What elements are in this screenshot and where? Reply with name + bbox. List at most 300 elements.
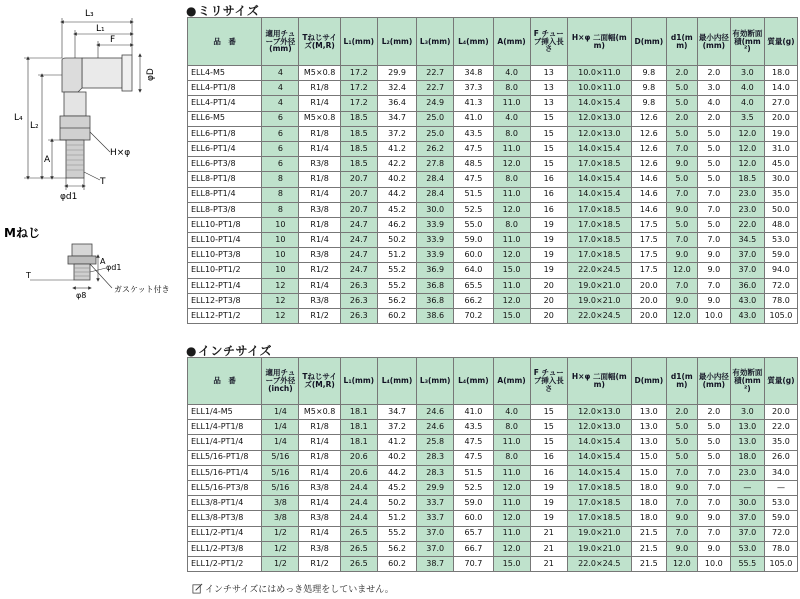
table-cell: 34.8 — [454, 66, 493, 81]
table-cell: 45.0 — [764, 157, 797, 172]
table-row — [188, 405, 798, 420]
table-cell: 16 — [530, 187, 567, 202]
table-cell: 37.2 — [377, 126, 416, 141]
table-row — [188, 480, 798, 495]
table-cell: 19 — [530, 263, 567, 278]
table-cell: 15 — [530, 141, 567, 156]
table-cell: 12.0×13.0 — [567, 126, 631, 141]
table-cell: 7.0 — [666, 278, 697, 293]
table-cell: 18.0 — [631, 480, 666, 495]
table-cell: R1/4 — [299, 141, 340, 156]
table-cell: 33.9 — [417, 233, 454, 248]
table-cell: — — [730, 480, 764, 495]
table-cell: 19 — [530, 480, 567, 495]
part-number-cell: ELL8-PT1/8 — [188, 172, 262, 187]
table-cell: 3.0 — [730, 405, 764, 420]
table-cell: 19 — [530, 217, 567, 232]
table-cell: 5.0 — [697, 435, 730, 450]
table-cell: 5.0 — [697, 420, 730, 435]
table-cell: 55.0 — [454, 217, 493, 232]
table-cell: 14.0×15.4 — [567, 187, 631, 202]
table-cell: 41.2 — [377, 141, 416, 156]
table-cell: 56.2 — [377, 541, 416, 556]
column-header: D(mm) — [631, 18, 666, 66]
table-cell: 30.0 — [417, 202, 454, 217]
table-cell: 12.0 — [666, 556, 697, 571]
table-cell: 26.3 — [340, 309, 377, 324]
table-cell: 17.2 — [340, 96, 377, 111]
table-cell: 19 — [530, 511, 567, 526]
table-cell: R1/4 — [299, 187, 340, 202]
table-row — [188, 556, 798, 571]
table-cell: 4.0 — [730, 96, 764, 111]
column-header: L₁(mm) — [340, 358, 377, 405]
table-cell: 5.0 — [666, 96, 697, 111]
table-cell: 45.2 — [377, 202, 416, 217]
table-cell: 37.0 — [417, 526, 454, 541]
table-cell: 34.5 — [730, 233, 764, 248]
table-cell: 50.2 — [377, 233, 416, 248]
table-cell: 9.0 — [697, 263, 730, 278]
table-cell: 37.2 — [377, 420, 416, 435]
m-a-label: A — [100, 257, 106, 266]
table-cell: R3/8 — [299, 511, 340, 526]
part-number-cell: ELL1/2-PT1/2 — [188, 556, 262, 571]
table-cell: 59.0 — [454, 496, 493, 511]
table-cell: 41.0 — [454, 111, 493, 126]
table-cell: 53.0 — [730, 541, 764, 556]
table-cell: 14.0×15.4 — [567, 141, 631, 156]
table-cell: 13.0 — [730, 420, 764, 435]
part-number-cell: ELL4-PT1/8 — [188, 81, 262, 96]
table-cell: 19.0 — [764, 126, 797, 141]
table-cell: 5.0 — [666, 81, 697, 96]
table-cell: 15 — [530, 126, 567, 141]
table-cell: 59.0 — [764, 248, 797, 263]
table-cell: 60.0 — [454, 511, 493, 526]
table-cell: 12.0 — [493, 248, 530, 263]
table-cell: 14.6 — [631, 187, 666, 202]
table-cell: 20.6 — [340, 450, 377, 465]
table-cell: 17.5 — [631, 263, 666, 278]
table-cell: 5.0 — [697, 126, 730, 141]
table-cell: 9.0 — [697, 293, 730, 308]
table-cell: 72.0 — [764, 278, 797, 293]
table-cell: 7.0 — [697, 480, 730, 495]
table-row — [188, 96, 798, 111]
table-cell: R3/8 — [299, 202, 340, 217]
table-cell: R3/8 — [299, 480, 340, 495]
table-row — [188, 202, 798, 217]
table-row — [188, 526, 798, 541]
table-cell: 10.0×11.0 — [567, 66, 631, 81]
table-cell: 24.7 — [340, 248, 377, 263]
table-cell: 25.0 — [417, 126, 454, 141]
table-cell: 65.5 — [454, 278, 493, 293]
table-cell: 14.6 — [631, 172, 666, 187]
table-cell: 10 — [262, 248, 299, 263]
table-cell: 9.8 — [631, 81, 666, 96]
table-cell: 17.5 — [631, 217, 666, 232]
table-cell: 27.0 — [764, 96, 797, 111]
part-number-cell: ELL6-PT1/8 — [188, 126, 262, 141]
table-cell: 21.5 — [631, 526, 666, 541]
inch-size-table — [187, 357, 798, 572]
table-cell: 19 — [530, 233, 567, 248]
table-cell: 41.2 — [377, 435, 416, 450]
table-cell: 9.0 — [697, 541, 730, 556]
table-cell: 20.0 — [764, 111, 797, 126]
table-cell: 4.0 — [730, 81, 764, 96]
note-pencil-icon — [192, 583, 203, 594]
table-cell: 14.0×15.4 — [567, 465, 631, 480]
table-cell: 6 — [262, 126, 299, 141]
table-cell: 9.0 — [697, 248, 730, 263]
table-cell: 15.0 — [493, 309, 530, 324]
table-cell: 16 — [530, 465, 567, 480]
part-number-cell: ELL6-PT1/4 — [188, 141, 262, 156]
table-cell: 28.3 — [417, 450, 454, 465]
table-cell: 50.0 — [764, 202, 797, 217]
part-number-cell: ELL10-PT1/8 — [188, 217, 262, 232]
table-row — [188, 541, 798, 556]
table-cell: 18.1 — [340, 435, 377, 450]
table-cell: 12 — [262, 278, 299, 293]
table-cell: 13.0 — [631, 420, 666, 435]
table-cell: 9.0 — [666, 541, 697, 556]
inch-table-body — [188, 405, 798, 572]
column-header: A(mm) — [493, 18, 530, 66]
table-cell: 5.0 — [697, 217, 730, 232]
table-cell: 10 — [262, 217, 299, 232]
table-cell: 18.1 — [340, 405, 377, 420]
table-cell: 4 — [262, 81, 299, 96]
table-cell: 20.7 — [340, 202, 377, 217]
table-cell: 24.7 — [340, 263, 377, 278]
table-cell: R3/8 — [299, 157, 340, 172]
table-cell: R1/4 — [299, 278, 340, 293]
table-row — [188, 263, 798, 278]
table-cell: 18.5 — [340, 126, 377, 141]
part-number-cell: ELL1/4-PT1/4 — [188, 435, 262, 450]
table-cell: 26.3 — [340, 293, 377, 308]
table-cell: 26.5 — [340, 541, 377, 556]
table-cell: 8.0 — [493, 172, 530, 187]
table-cell: 15 — [530, 157, 567, 172]
table-cell: R1/8 — [299, 217, 340, 232]
part-number-cell: ELL4-M5 — [188, 66, 262, 81]
table-cell: 19 — [530, 496, 567, 511]
table-cell: 6 — [262, 141, 299, 156]
table-cell: 17.5 — [631, 233, 666, 248]
m-phi-d1-label: φd1 — [106, 263, 122, 272]
column-header: 有効断面積(mm²) — [730, 358, 764, 405]
table-cell: 21.5 — [631, 541, 666, 556]
table-cell: 10.0 — [697, 556, 730, 571]
table-cell: 20 — [530, 309, 567, 324]
table-cell: 59.0 — [764, 511, 797, 526]
table-cell: 20.0 — [764, 405, 797, 420]
table-cell: 5.0 — [666, 126, 697, 141]
table-cell: 12.0×13.0 — [567, 420, 631, 435]
table-cell: 7.0 — [697, 278, 730, 293]
table-cell: 35.0 — [764, 435, 797, 450]
table-cell: 8 — [262, 202, 299, 217]
table-cell: 78.0 — [764, 293, 797, 308]
table-cell: 15.0 — [493, 556, 530, 571]
table-cell: 17.0×18.5 — [567, 157, 631, 172]
table-cell: 22.0 — [764, 420, 797, 435]
dim-h-phi-label: H×φ — [110, 148, 131, 158]
table-cell: 12.0 — [730, 157, 764, 172]
table-cell: 21 — [530, 526, 567, 541]
m-t-label: T — [26, 271, 31, 280]
table-cell: 12.0 — [493, 480, 530, 495]
table-cell: 50.2 — [377, 496, 416, 511]
table-cell: 14.0×15.4 — [567, 450, 631, 465]
table-cell: 11.0 — [493, 96, 530, 111]
table-cell: 19.0×21.0 — [567, 278, 631, 293]
table-cell: 19.0×21.0 — [567, 541, 631, 556]
part-number-cell: ELL12-PT1/4 — [188, 278, 262, 293]
column-header: d1(mm) — [666, 358, 697, 405]
table-cell: 2.0 — [666, 405, 697, 420]
table-cell: 13 — [530, 81, 567, 96]
table-cell: 20.7 — [340, 172, 377, 187]
table-cell: 1/2 — [262, 556, 299, 571]
milli-table-header — [188, 18, 798, 66]
table-cell: 2.0 — [697, 405, 730, 420]
column-header: 有効断面積(mm²) — [730, 18, 764, 66]
table-cell: 12.0 — [493, 511, 530, 526]
inch-size-title-text: インチサイズ — [197, 344, 273, 358]
bullet-icon: ● — [186, 4, 197, 18]
table-cell: 20 — [530, 293, 567, 308]
fitting-dimension-diagram — [0, 0, 190, 330]
table-cell: 64.0 — [454, 263, 493, 278]
table-cell: 14.0×15.4 — [567, 96, 631, 111]
table-cell: 22.0 — [730, 217, 764, 232]
table-cell: 29.9 — [417, 480, 454, 495]
table-cell: 11.0 — [493, 233, 530, 248]
table-cell: 26.0 — [764, 450, 797, 465]
table-cell: 5/16 — [262, 450, 299, 465]
table-cell: 14.6 — [631, 202, 666, 217]
table-cell: 7.0 — [666, 187, 697, 202]
table-cell: R1/2 — [299, 556, 340, 571]
table-cell: 37.0 — [417, 541, 454, 556]
table-cell: 8.0 — [493, 450, 530, 465]
table-cell: 37.0 — [730, 526, 764, 541]
part-number-cell: ELL1/2-PT3/8 — [188, 541, 262, 556]
table-cell: 11.0 — [493, 465, 530, 480]
table-cell: R1/4 — [299, 96, 340, 111]
table-cell: 47.5 — [454, 450, 493, 465]
table-cell: R1/8 — [299, 450, 340, 465]
plating-note — [192, 582, 394, 595]
table-cell: 5.0 — [697, 157, 730, 172]
table-cell: 7.0 — [697, 187, 730, 202]
table-cell: 18.0 — [631, 511, 666, 526]
table-cell: 8.0 — [493, 217, 530, 232]
table-cell: 5.0 — [666, 172, 697, 187]
table-cell: 26.5 — [340, 526, 377, 541]
table-cell: 5.0 — [666, 435, 697, 450]
dim-l2-label: L₂ — [30, 121, 39, 131]
table-cell: 3/8 — [262, 511, 299, 526]
table-cell: 36.9 — [417, 263, 454, 278]
table-cell: 17.2 — [340, 66, 377, 81]
table-cell: 18.0 — [631, 496, 666, 511]
table-cell: 37.3 — [454, 81, 493, 96]
table-cell: 33.7 — [417, 511, 454, 526]
dim-a-label: A — [44, 155, 51, 165]
table-cell: 35.0 — [764, 187, 797, 202]
table-cell: 27.8 — [417, 157, 454, 172]
milli-size-table — [187, 17, 798, 324]
table-row — [188, 420, 798, 435]
table-cell: 15.0 — [631, 450, 666, 465]
table-cell: 7.0 — [666, 465, 697, 480]
table-cell: 36.4 — [377, 96, 416, 111]
table-cell: 43.5 — [454, 126, 493, 141]
table-cell: 33.7 — [417, 496, 454, 511]
table-cell: 21.5 — [631, 556, 666, 571]
column-header: L₄(mm) — [454, 358, 493, 405]
table-cell: 34.7 — [377, 405, 416, 420]
table-cell: 52.5 — [454, 202, 493, 217]
table-row — [188, 233, 798, 248]
dim-f-label: F — [110, 35, 116, 45]
part-number-cell: ELL4-PT1/4 — [188, 96, 262, 111]
table-cell: 37.0 — [730, 511, 764, 526]
table-cell: 22.0×24.5 — [567, 309, 631, 324]
table-cell: 12.6 — [631, 157, 666, 172]
table-cell: 9.8 — [631, 96, 666, 111]
table-cell: 13 — [530, 66, 567, 81]
table-cell: 20.0 — [631, 309, 666, 324]
table-row — [188, 81, 798, 96]
table-cell: 18.0 — [764, 66, 797, 81]
table-cell: 55.2 — [377, 278, 416, 293]
part-number-cell: ELL10-PT1/4 — [188, 233, 262, 248]
table-row — [188, 435, 798, 450]
column-header: 質量(g) — [764, 358, 797, 405]
table-cell: 20.7 — [340, 187, 377, 202]
table-cell: 4.0 — [493, 111, 530, 126]
table-cell: 12 — [262, 293, 299, 308]
table-cell: 5/16 — [262, 480, 299, 495]
table-cell: 6 — [262, 111, 299, 126]
table-cell: 30.0 — [730, 496, 764, 511]
table-cell: 9.0 — [666, 157, 697, 172]
table-cell: 38.6 — [417, 309, 454, 324]
table-cell: 37.0 — [730, 248, 764, 263]
table-cell: R1/8 — [299, 126, 340, 141]
table-cell: 33.9 — [417, 248, 454, 263]
table-cell: 66.2 — [454, 293, 493, 308]
table-cell: 105.0 — [764, 309, 797, 324]
column-header: 適用チューブ外径(inch) — [262, 358, 299, 405]
table-cell: 9.8 — [631, 66, 666, 81]
table-cell: 21 — [530, 541, 567, 556]
table-cell: 17.0×18.5 — [567, 248, 631, 263]
part-number-cell: ELL10-PT1/2 — [188, 263, 262, 278]
table-cell: 36.0 — [730, 278, 764, 293]
table-cell: 5.0 — [697, 141, 730, 156]
table-cell: 18.1 — [340, 420, 377, 435]
table-cell: 10 — [262, 233, 299, 248]
table-row — [188, 126, 798, 141]
table-cell: 94.0 — [764, 263, 797, 278]
bullet-icon: ● — [186, 344, 197, 358]
dim-t-label: T — [100, 177, 106, 187]
table-cell: 1/4 — [262, 435, 299, 450]
table-cell: 12.6 — [631, 126, 666, 141]
table-cell: 19 — [530, 248, 567, 263]
table-cell: 10.0 — [697, 309, 730, 324]
table-cell: 20.6 — [340, 465, 377, 480]
table-cell: — — [764, 480, 797, 495]
table-cell: 26.5 — [340, 556, 377, 571]
table-cell: 12 — [262, 309, 299, 324]
column-header: Tねじサイズ(M,R) — [299, 18, 340, 66]
table-cell: 25.0 — [417, 111, 454, 126]
table-row — [188, 465, 798, 480]
table-cell: 18.5 — [340, 157, 377, 172]
table-cell: 22.7 — [417, 81, 454, 96]
column-header: L₄(mm) — [377, 358, 416, 405]
table-cell: 22.0×24.5 — [567, 556, 631, 571]
table-cell: 53.0 — [764, 496, 797, 511]
table-cell: 11.0 — [493, 435, 530, 450]
table-cell: 7.0 — [666, 496, 697, 511]
table-cell: 51.2 — [377, 511, 416, 526]
table-cell: 43.0 — [730, 293, 764, 308]
table-cell: 41.0 — [454, 405, 493, 420]
table-cell: R1/8 — [299, 172, 340, 187]
table-cell: 7.0 — [697, 526, 730, 541]
table-cell: 11.0 — [493, 141, 530, 156]
table-cell: 42.2 — [377, 157, 416, 172]
table-cell: 47.5 — [454, 172, 493, 187]
table-cell: 24.7 — [340, 217, 377, 232]
table-cell: 33.9 — [417, 217, 454, 232]
part-number-cell: ELL1/2-PT1/4 — [188, 526, 262, 541]
table-cell: 41.3 — [454, 96, 493, 111]
table-cell: 29.9 — [377, 66, 416, 81]
table-cell: 70.7 — [454, 556, 493, 571]
table-cell: 15 — [530, 420, 567, 435]
part-number-cell: ELL3/8-PT1/4 — [188, 496, 262, 511]
dim-phi-d1-label: φd1 — [60, 192, 78, 202]
table-cell: 20.0 — [631, 278, 666, 293]
table-row — [188, 450, 798, 465]
table-cell: 12.0 — [666, 263, 697, 278]
inch-table-header — [188, 358, 798, 405]
table-cell: 31.0 — [764, 141, 797, 156]
dim-l4-label: L₄ — [14, 113, 23, 123]
table-cell: R3/8 — [299, 248, 340, 263]
table-cell: 13.0 — [631, 435, 666, 450]
table-cell: M5×0.8 — [299, 405, 340, 420]
column-header: H×φ 二面幅(mm) — [567, 358, 631, 405]
table-cell: 5/16 — [262, 465, 299, 480]
table-cell: R1/2 — [299, 263, 340, 278]
table-cell: 20.0 — [631, 293, 666, 308]
table-cell: 3.0 — [697, 81, 730, 96]
table-cell: 30.0 — [764, 172, 797, 187]
